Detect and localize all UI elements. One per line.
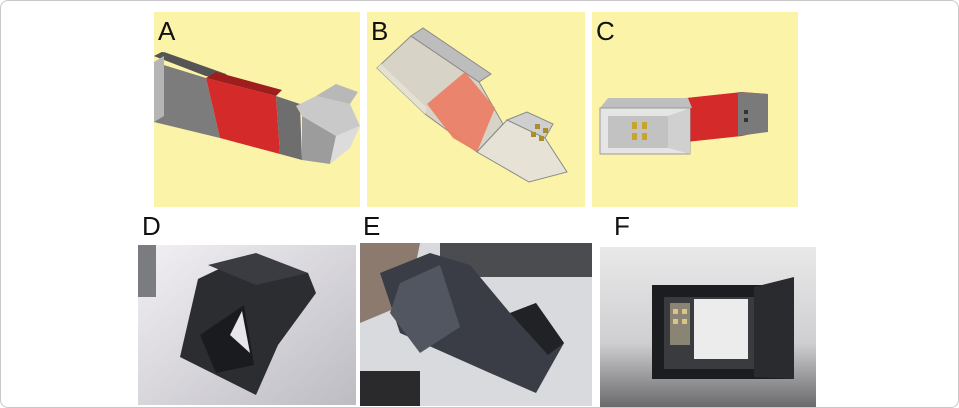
panel-f-photo <box>600 247 816 407</box>
panel-c-illustration <box>592 12 798 207</box>
panel-d-photo <box>138 245 356 405</box>
panel-label-b: B <box>371 16 389 46</box>
panel-label-d: D <box>142 211 161 241</box>
panel-label-a: A <box>158 16 176 46</box>
panel-label-e: E <box>363 211 381 241</box>
panel-f-illustration <box>600 247 816 407</box>
panel-label-f: F <box>614 211 630 241</box>
panel-d-illustration <box>138 245 356 405</box>
panel-e-illustration <box>360 243 592 406</box>
panel-b-illustration <box>367 12 585 207</box>
panel-c-render <box>592 12 798 207</box>
panel-a-illustration <box>154 12 360 207</box>
panel-e-photo <box>360 243 592 406</box>
panel-b-render <box>367 12 585 207</box>
panel-label-c: C <box>596 16 615 46</box>
panel-a-render <box>154 12 360 207</box>
